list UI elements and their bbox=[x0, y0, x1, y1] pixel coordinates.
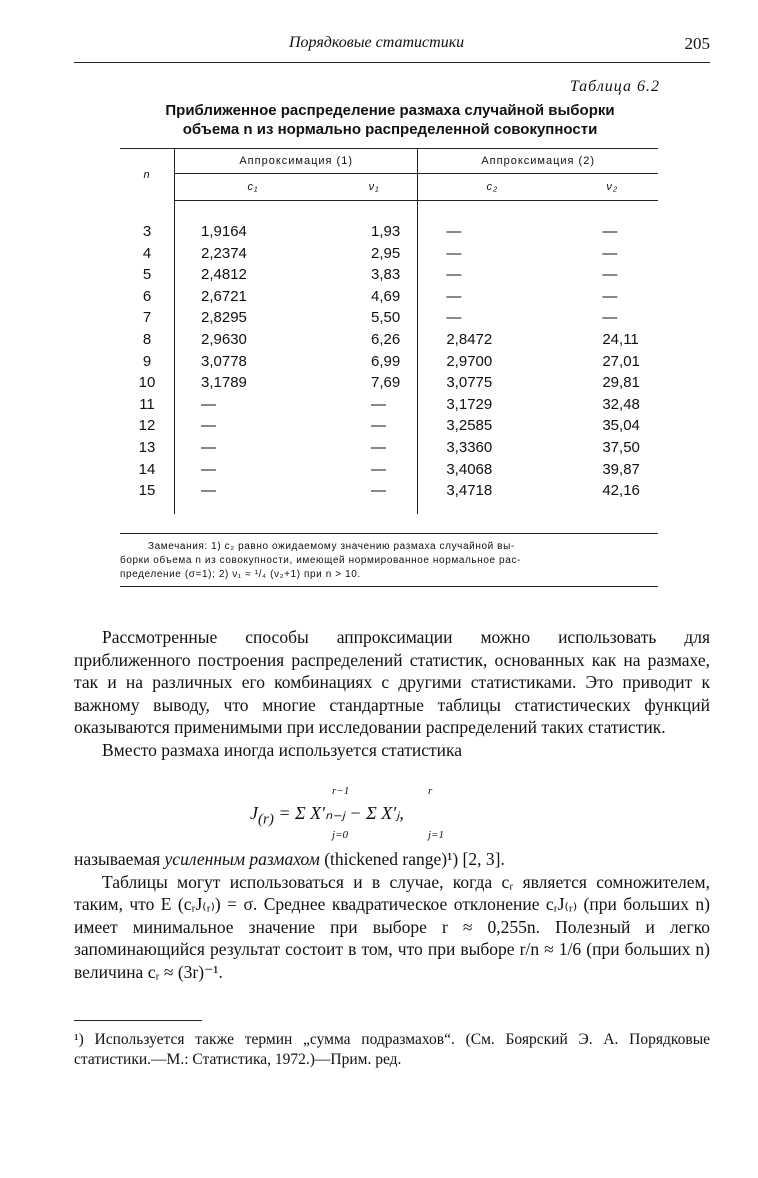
table-row bbox=[120, 394, 658, 416]
cell-c1: 2,8295 bbox=[201, 309, 247, 327]
cell-c1: 1,9164 bbox=[201, 223, 247, 240]
table-row bbox=[120, 480, 658, 502]
spacer-cell bbox=[331, 201, 418, 222]
footnote: ¹) Используется также термин „сумма подразмахов“. (См. Боярский Э. А. Порядковые статистики.—М.: Статистика, 1972.)—Прим. ред. bbox=[74, 1031, 710, 1068]
cell-v1: — bbox=[331, 459, 418, 481]
spacer-cell bbox=[566, 502, 658, 514]
table-title-line2: объема n из нормально распределенной совокупности bbox=[182, 121, 598, 138]
table-row bbox=[120, 264, 658, 286]
cell-n: 12 bbox=[120, 415, 175, 437]
spacer-row bbox=[120, 201, 658, 222]
range-distribution-table bbox=[120, 148, 658, 514]
cell-v1: 6,99 bbox=[331, 351, 418, 373]
paragraph-2: Вместо размаха иногда используется статистика bbox=[102, 739, 463, 760]
formula-lhs-subscript: (r) bbox=[258, 811, 274, 828]
table-title bbox=[120, 101, 660, 139]
formula-rhs: = Σ X′ₙ₋ⱼ − Σ X′ⱼ, bbox=[278, 803, 404, 823]
formula-lhs: J bbox=[250, 803, 258, 823]
sum2-lower-limit: j=1 bbox=[428, 829, 444, 841]
col-header-v2: ν₂ bbox=[566, 174, 658, 201]
table-row bbox=[120, 437, 658, 459]
sum1-upper-limit: r−1 bbox=[332, 785, 350, 797]
cell-c1: 2,6721 bbox=[201, 287, 247, 305]
cell-c1: — bbox=[201, 417, 216, 435]
table-row bbox=[120, 286, 658, 308]
cell-c1: 2,9630 bbox=[201, 330, 247, 348]
table-row bbox=[120, 372, 658, 394]
notes-line1: Замечания: 1) c₂ равно ожидаемому значению размаха случайной вы- bbox=[148, 541, 515, 552]
col-group-approx-1: Аппроксимация (1) bbox=[175, 149, 418, 174]
cell-v1: 2,95 bbox=[331, 243, 418, 265]
cell-c1: 2,4812 bbox=[201, 266, 247, 284]
cell-n: 4 bbox=[120, 243, 175, 265]
cell-c2: 3,0775 bbox=[446, 374, 493, 392]
formula-expression bbox=[250, 803, 404, 829]
spacer-cell bbox=[566, 201, 658, 222]
cell-c1: 3,0778 bbox=[201, 352, 247, 370]
cell-v2: 24,11 bbox=[602, 330, 639, 348]
table-row bbox=[120, 459, 658, 481]
cell-v2: 39,87 bbox=[602, 460, 640, 478]
cell-c2: 2,8472 bbox=[446, 330, 493, 348]
cell-c1: — bbox=[201, 460, 216, 478]
spacer-row bbox=[120, 502, 658, 514]
cell-v1: 6,26 bbox=[331, 329, 418, 351]
cell-v1: — bbox=[331, 394, 418, 416]
cell-v1: — bbox=[331, 437, 418, 459]
cell-v2: 42,16 bbox=[602, 482, 640, 500]
paragraph-block-2 bbox=[74, 848, 710, 983]
sum1-lower-limit: j=0 bbox=[332, 829, 348, 841]
cell-c2: 3,4068 bbox=[446, 460, 493, 478]
cell-n: 8 bbox=[120, 329, 175, 351]
cell-v2: 37,50 bbox=[602, 438, 640, 456]
page-number: 205 bbox=[684, 34, 710, 53]
cell-n: 9 bbox=[120, 351, 175, 373]
cell-c2: — bbox=[446, 266, 462, 284]
cell-v1: 1,93 bbox=[331, 221, 418, 243]
paragraph-3-text-b: (thickened range)¹) [2, 3]. bbox=[319, 849, 505, 869]
cell-v1: — bbox=[331, 480, 418, 502]
cell-v2: — bbox=[602, 287, 618, 305]
formula bbox=[250, 785, 550, 845]
cell-c1: 3,1789 bbox=[201, 374, 247, 392]
cell-v2: 35,04 bbox=[602, 417, 640, 435]
cell-c2: 3,2585 bbox=[446, 417, 493, 435]
cell-c2: 3,3360 bbox=[446, 438, 493, 456]
cell-c1: 2,2374 bbox=[201, 244, 247, 262]
col-header-c2: c₂ bbox=[418, 174, 567, 201]
cell-v2: — bbox=[602, 244, 618, 262]
cell-c2: — bbox=[446, 287, 462, 305]
cell-n: 5 bbox=[120, 264, 175, 286]
spacer-cell bbox=[175, 201, 332, 222]
cell-n: 11 bbox=[120, 394, 175, 416]
cell-c1: — bbox=[201, 438, 216, 456]
cell-n: 3 bbox=[120, 221, 175, 243]
cell-c2: — bbox=[446, 309, 462, 327]
col-header-c1: c₁ bbox=[175, 174, 332, 201]
spacer-cell bbox=[120, 502, 175, 514]
paragraph-3 bbox=[74, 848, 710, 871]
cell-v1: 3,83 bbox=[331, 264, 418, 286]
table-body bbox=[120, 201, 658, 514]
cell-n: 6 bbox=[120, 286, 175, 308]
paragraph-1: Рассмотренные способы аппроксимации можно использовать для приближенного построения распределений статистик, основанных как на размахе, так и на различных его комбинациях с другими статистиками. Это приводит к важному выводу, что многие стандартные таблицы статистических функций оказываются применимыми при исследовании распределений таких статистик. bbox=[74, 627, 710, 737]
paragraph-block-1 bbox=[74, 626, 710, 761]
col-header-v1: ν₁ bbox=[331, 174, 418, 201]
cell-c2: 3,1729 bbox=[446, 395, 493, 413]
spacer-cell bbox=[175, 502, 332, 514]
cell-v1: — bbox=[331, 415, 418, 437]
spacer-cell bbox=[331, 502, 418, 514]
notes-line2: борки объема n из совокупности, имеющей нормированное нормальное рас- bbox=[120, 555, 521, 566]
cell-v2: — bbox=[602, 309, 618, 327]
paragraph-3-text-a: называемая bbox=[74, 849, 165, 869]
cell-n: 15 bbox=[120, 480, 175, 502]
cell-v2: — bbox=[602, 266, 618, 284]
table-row bbox=[120, 307, 658, 329]
cell-n: 7 bbox=[120, 307, 175, 329]
cell-v2: 27,01 bbox=[602, 352, 640, 370]
cell-c1: — bbox=[201, 482, 216, 500]
cell-v2: 32,48 bbox=[602, 395, 640, 413]
table-row bbox=[120, 243, 658, 265]
notes-line3: пределение (σ=1); 2) ν₁ ≈ ¹/₄ (ν₂+1) при n > 10. bbox=[120, 569, 361, 580]
cell-c1: — bbox=[201, 395, 216, 413]
paragraph-4: Таблицы могут использоваться и в случае, когда cᵣ является сомножителем, таким, что E (cᵣJ₍ᵣ₎) = σ. Среднее квадратическое отклонение cᵣJ₍ᵣ₎ (при больших n) имеет минимальное значение при выборе r ≈ 0,255n. Полезный и легко запоминающийся результат состоит в том, что при выборе r/n ≈ 1/6 (при больших n) величина cᵣ ≈ (3r)⁻¹. bbox=[74, 871, 710, 982]
sum2-upper-limit: r bbox=[428, 785, 433, 797]
cell-c2: — bbox=[446, 244, 462, 262]
cell-v2: 29,81 bbox=[602, 374, 640, 392]
cell-v1: 7,69 bbox=[331, 372, 418, 394]
cell-c2: 2,9700 bbox=[446, 352, 493, 370]
footnote-rule bbox=[74, 1020, 202, 1021]
table-notes bbox=[120, 533, 658, 587]
spacer-cell bbox=[120, 201, 175, 222]
col-header-n: n bbox=[120, 149, 175, 201]
cell-v2: — bbox=[602, 223, 618, 240]
cell-n: 14 bbox=[120, 459, 175, 481]
table-row bbox=[120, 221, 658, 243]
spacer-cell bbox=[418, 201, 567, 222]
table-row bbox=[120, 329, 658, 351]
cell-n: 10 bbox=[120, 372, 175, 394]
header-rule bbox=[74, 62, 710, 63]
spacer-cell bbox=[418, 502, 567, 514]
table-row bbox=[120, 415, 658, 437]
page-header bbox=[74, 34, 710, 58]
table-row bbox=[120, 351, 658, 373]
cell-c2: — bbox=[446, 223, 462, 240]
table-caption: Таблица 6.2 bbox=[569, 78, 660, 95]
paragraph-3-emphasis: усиленным размахом bbox=[164, 849, 320, 869]
running-title: Порядковые статистики bbox=[289, 34, 465, 51]
cell-n: 13 bbox=[120, 437, 175, 459]
cell-v1: 5,50 bbox=[331, 307, 418, 329]
cell-v1: 4,69 bbox=[331, 286, 418, 308]
table-title-line1: Приближенное распределение размаха случайной выборки bbox=[165, 102, 615, 119]
cell-c2: 3,4718 bbox=[446, 482, 493, 500]
col-group-approx-2: Аппроксимация (2) bbox=[418, 149, 658, 174]
